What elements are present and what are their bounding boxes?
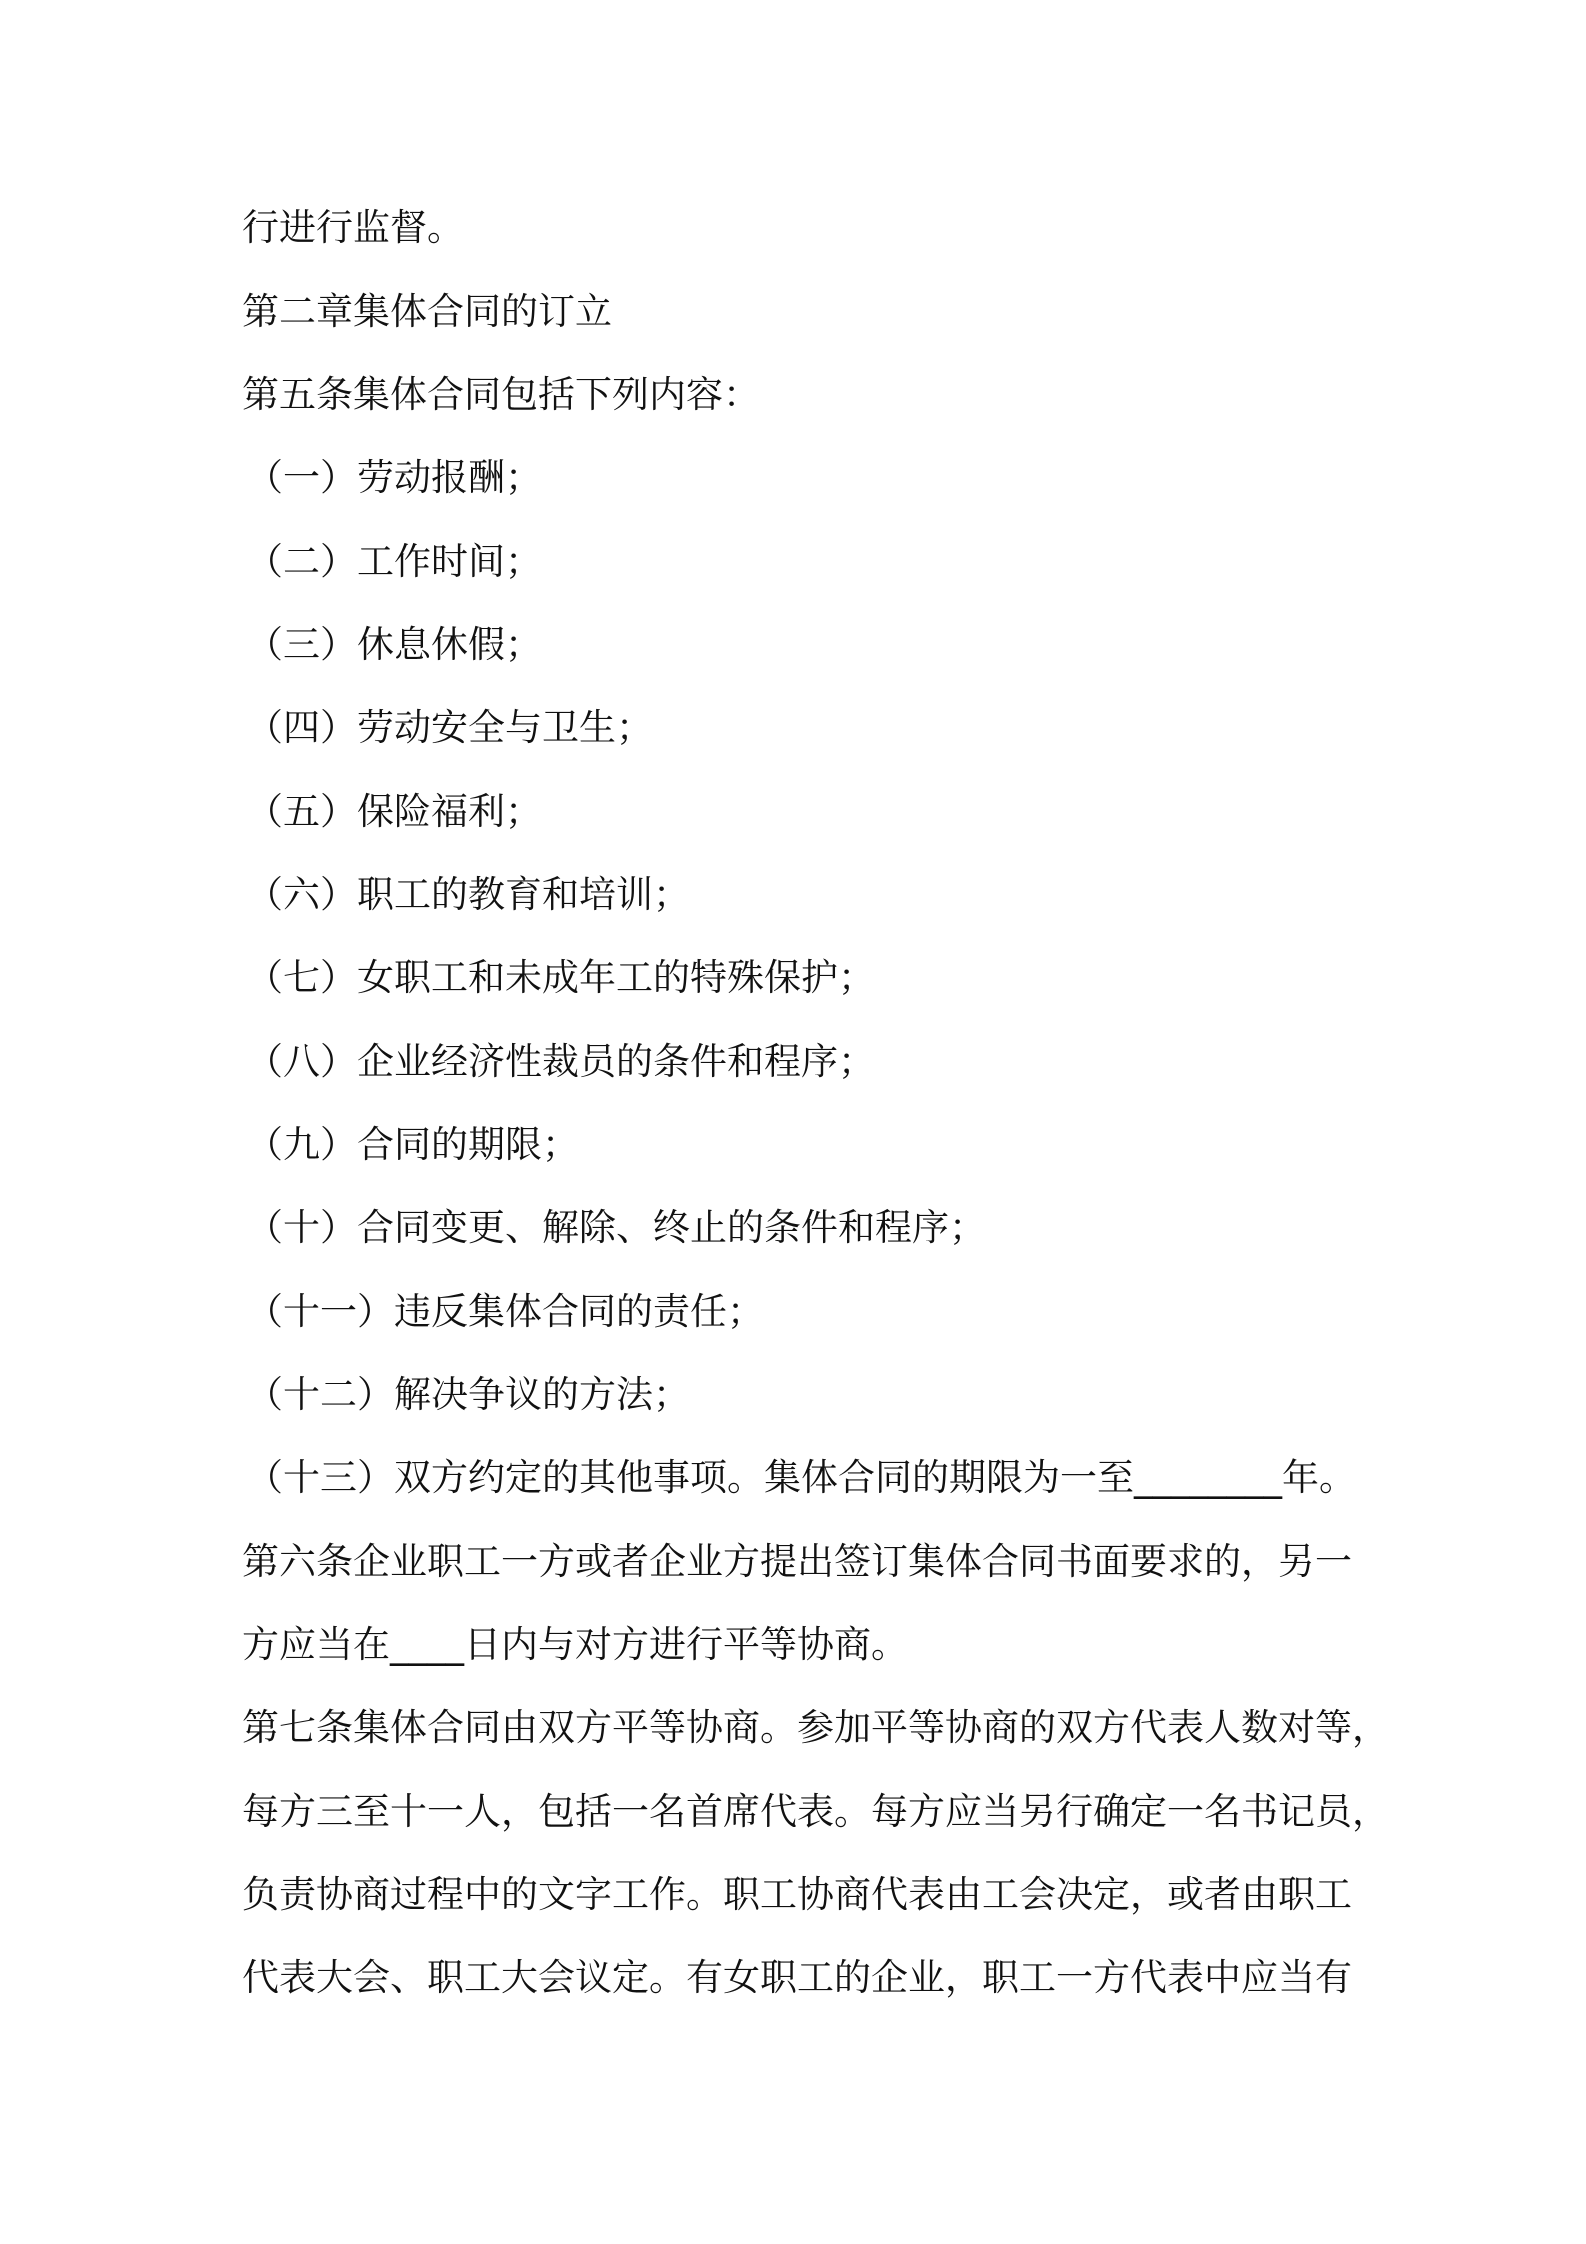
list-item: （一）劳动报酬； <box>246 456 542 499</box>
paragraph-line: 每方三至十一人，包括一名首席代表。每方应当另行确定一名书记员， <box>242 1790 1389 1833</box>
list-item: （五）保险福利； <box>246 790 542 833</box>
text-line: 行进行监督。 <box>242 206 464 249</box>
list-item: （八）企业经济性裁员的条件和程序； <box>246 1040 875 1083</box>
list-item: （十二）解决争议的方法； <box>246 1373 690 1416</box>
paragraph-line: 第六条企业职工一方或者企业方提出签订集体合同书面要求的，另一 <box>242 1540 1352 1583</box>
list-item: （七）女职工和未成年工的特殊保护； <box>246 956 875 999</box>
chapter-heading: 第二章集体合同的订立 <box>242 290 612 333</box>
list-item: （二）工作时间； <box>246 540 542 583</box>
paragraph-line: 第七条集体合同由双方平等协商。参加平等协商的双方代表人数对等， <box>242 1706 1389 1749</box>
article-heading: 第五条集体合同包括下列内容： <box>242 373 760 416</box>
list-item: （十一）违反集体合同的责任； <box>246 1290 764 1333</box>
list-item: （九）合同的期限； <box>246 1123 579 1166</box>
list-item: （四）劳动安全与卫生； <box>246 706 653 749</box>
list-item: （三）休息休假； <box>246 623 542 666</box>
list-item: （十）合同变更、解除、终止的条件和程序； <box>246 1206 986 1249</box>
paragraph-line: 代表大会、职工大会议定。有女职工的企业，职工一方代表中应当有 <box>242 1956 1352 1999</box>
paragraph-line: 负责协商过程中的文字工作。职工协商代表由工会决定，或者由职工 <box>242 1873 1352 1916</box>
list-item: （六）职工的教育和培训； <box>246 873 690 916</box>
paragraph-line: 方应当在____日内与对方进行平等协商。 <box>242 1623 908 1666</box>
list-item: （十三）双方约定的其他事项。集体合同的期限为一至________年。 <box>246 1456 1356 1499</box>
